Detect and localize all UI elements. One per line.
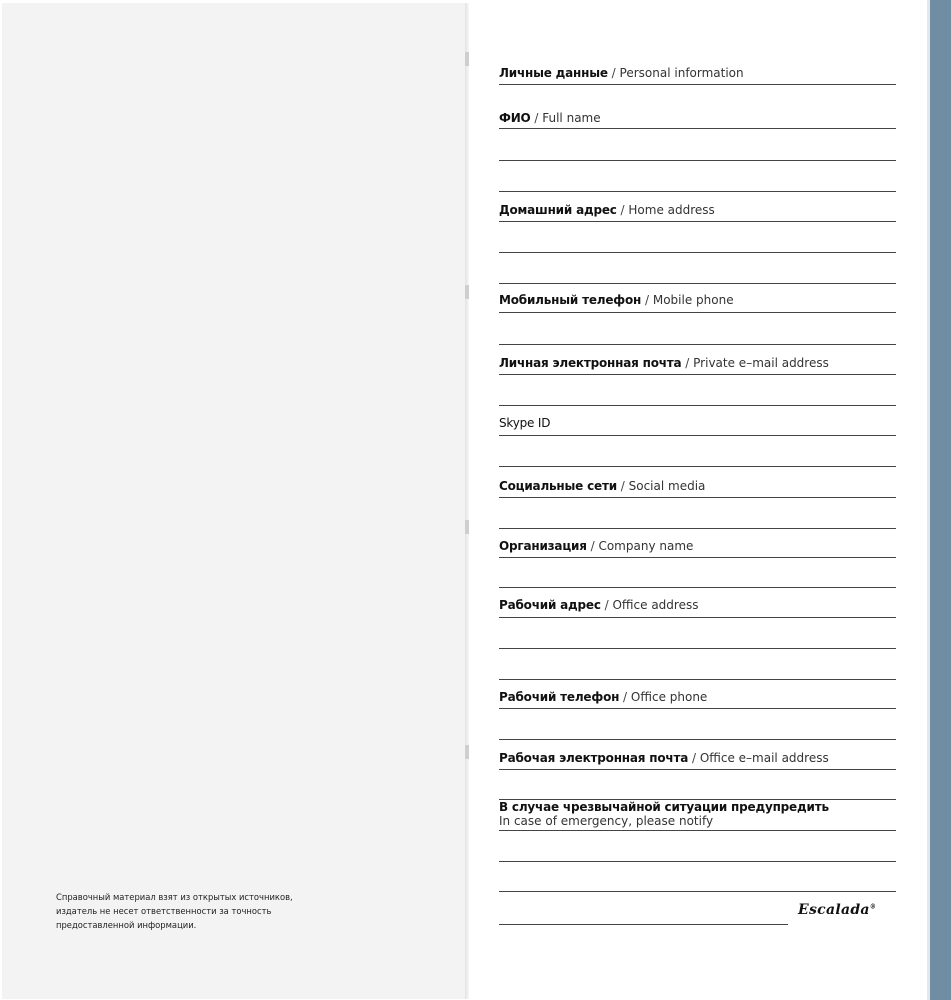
cover-edge-highlight bbox=[927, 0, 930, 1000]
field-line-social-media[interactable] bbox=[499, 528, 896, 529]
field-line-private-email[interactable] bbox=[499, 405, 896, 406]
rule-line bbox=[499, 84, 896, 85]
field-label-office-email: Рабочая электронная почта / Office e–mail address bbox=[499, 751, 829, 765]
field-line-home-address[interactable] bbox=[499, 221, 896, 222]
label-en: Personal information bbox=[619, 66, 744, 80]
field-line-home-address[interactable] bbox=[499, 283, 896, 284]
field-label-company-name: Организация / Company name bbox=[499, 539, 694, 553]
field-line-skype-id[interactable] bbox=[499, 466, 896, 467]
field-line-full-name[interactable] bbox=[499, 160, 896, 161]
field-line-office-address[interactable] bbox=[499, 617, 896, 618]
field-label-skype-id: Skype ID bbox=[499, 416, 551, 430]
field-line-emergency[interactable] bbox=[499, 861, 896, 862]
field-line-mobile-phone[interactable] bbox=[499, 312, 896, 313]
field-label-emergency-en: In case of emergency, please notify bbox=[499, 814, 714, 828]
field-label-home-address: Домашний адрес / Home address bbox=[499, 203, 715, 217]
field-line-private-email[interactable] bbox=[499, 374, 896, 375]
field-line-emergency[interactable] bbox=[499, 924, 788, 925]
field-line-office-phone[interactable] bbox=[499, 708, 896, 709]
field-line-emergency[interactable] bbox=[499, 830, 896, 831]
field-line-skype-id[interactable] bbox=[499, 435, 896, 436]
cover-edge bbox=[927, 0, 951, 1000]
field-label-office-address: Рабочий адрес / Office address bbox=[499, 598, 699, 612]
right-page bbox=[469, 3, 927, 999]
field-line-social-media[interactable] bbox=[499, 497, 896, 498]
field-line-full-name[interactable] bbox=[499, 191, 896, 192]
field-line-office-address[interactable] bbox=[499, 648, 896, 649]
brand-logo: Escalada® bbox=[798, 902, 877, 918]
field-line-office-email[interactable] bbox=[499, 769, 896, 770]
field-label-social-media: Социальные сети / Social media bbox=[499, 479, 706, 493]
field-label-private-email: Личная электронная почта / Private e–mail address bbox=[499, 356, 829, 370]
field-line-office-phone[interactable] bbox=[499, 739, 896, 740]
field-line-company-name[interactable] bbox=[499, 557, 896, 558]
field-label-full-name: ФИО / Full name bbox=[499, 111, 601, 125]
left-page bbox=[2, 3, 465, 999]
field-line-full-name[interactable] bbox=[499, 128, 896, 129]
field-line-mobile-phone[interactable] bbox=[499, 344, 896, 345]
field-label-mobile-phone: Мобильный телефон / Mobile phone bbox=[499, 293, 734, 307]
disclaimer-text: Справочный материал взят из открытых источников, издатель не несет ответственности за точность предоставленной информации. bbox=[56, 892, 293, 930]
field-line-emergency[interactable] bbox=[499, 891, 896, 892]
field-line-office-email[interactable] bbox=[499, 799, 896, 800]
field-label-office-phone: Рабочий телефон / Office phone bbox=[499, 690, 708, 704]
field-line-home-address[interactable] bbox=[499, 252, 896, 253]
field-line-office-address[interactable] bbox=[499, 679, 896, 680]
section-title-personal-info: Личные данные / Personal information bbox=[499, 66, 744, 80]
field-line-company-name[interactable] bbox=[499, 587, 896, 588]
label-ru: Личные данные bbox=[499, 66, 608, 80]
field-label-emergency: В случае чрезвычайной ситуации предупредить bbox=[499, 800, 829, 814]
